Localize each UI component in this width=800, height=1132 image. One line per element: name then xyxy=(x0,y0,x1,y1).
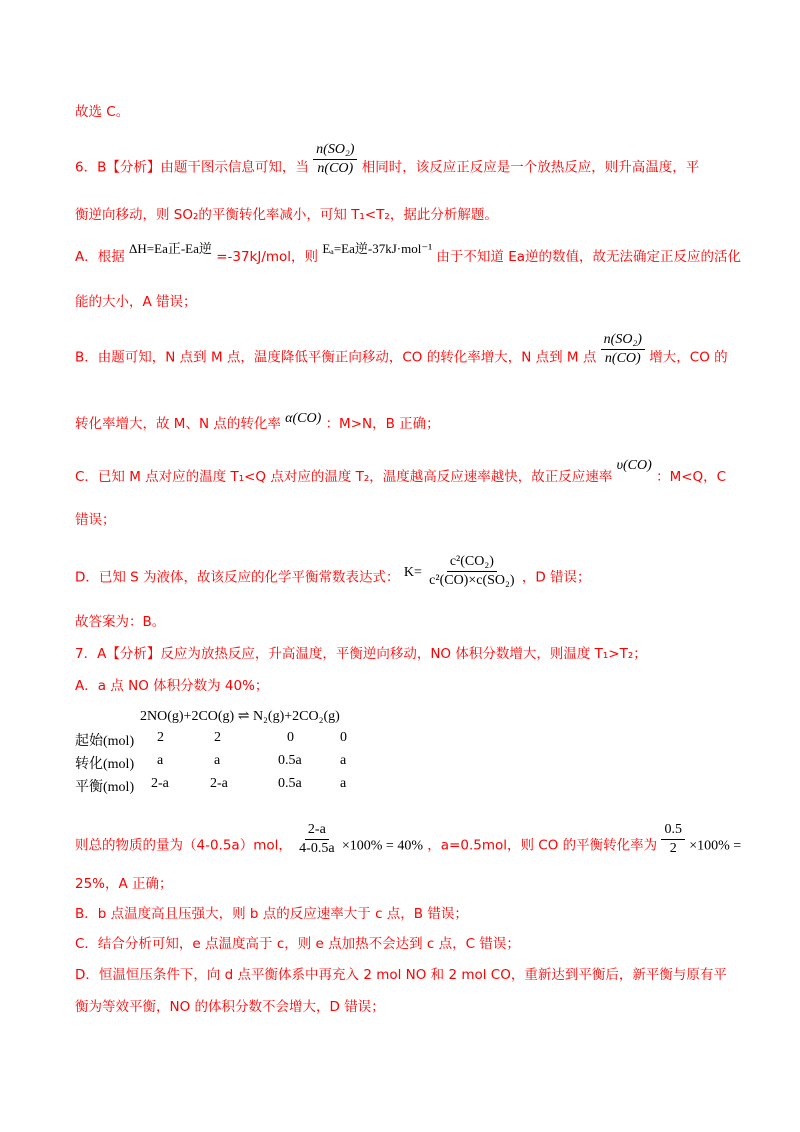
table-cell: a xyxy=(340,753,347,768)
q6-option-a xyxy=(75,241,741,265)
a-activation-eq: Eₐ=Ea逆-37kJ·mol⁻¹ xyxy=(322,241,433,256)
conversion-numerator: 0.5 xyxy=(661,822,685,840)
c-rate-v-co: υ(CO) xyxy=(616,458,652,473)
q7-option-b: B．b 点温度高且压强大，则 b 点的反应速率大于 c 点，B 错误； xyxy=(75,906,468,922)
q7-option-d-line2: 衡为等效平衡，NO 的体积分数不会增大，D 错误； xyxy=(75,999,385,1015)
total-mid: ，a=0.5mol，则 CO 的平衡转化率为 xyxy=(427,837,658,854)
total-moles-line xyxy=(75,822,742,863)
table-cell: a xyxy=(340,776,347,791)
equilibrium-table xyxy=(75,708,475,798)
q6-option-b xyxy=(75,332,728,375)
b-tail: 增大，CO 的 xyxy=(649,349,728,366)
conversion-fraction xyxy=(661,822,685,857)
d-k-fraction xyxy=(426,554,517,589)
a-tail: 由于不知道 Ea逆的数值，故无法确定正反应的活化 xyxy=(436,249,741,265)
d-k-numerator: c²(CO₂) xyxy=(447,554,497,572)
a-line2: 能的大小，A 错误； xyxy=(75,294,197,310)
q7-option-d-line1: D．恒温恒压条件下，向 d 点平衡体系中再充入 2 mol NO 和 2 mol CO，重新达到平衡后，新平衡与原有平 xyxy=(75,967,727,983)
q6-option-d xyxy=(75,554,591,595)
b-line2 xyxy=(75,412,440,433)
table-cell: 0.5a xyxy=(278,776,302,791)
b-l2-head: 转化率增大，故 M、N 点的转化率 xyxy=(75,416,281,432)
table-cell: 2 xyxy=(214,730,221,745)
table-cell: 0.5a xyxy=(278,753,302,768)
d-k-label: K= xyxy=(403,564,422,580)
table-cell: 2-a xyxy=(210,776,228,791)
c-line2: 错误； xyxy=(75,512,116,528)
d-head: D．已知 S 为液体，故该反应的化学平衡常数表达式： xyxy=(75,569,400,586)
table-cell: a xyxy=(214,753,221,768)
table-cell: 2 xyxy=(157,730,164,745)
table-cell: 2-a xyxy=(151,776,169,791)
b-head: B．由题可知，N 点到 M 点，温度降低平衡正向移动，CO 的转化率增大，N 点到 M 点 xyxy=(75,349,597,366)
total-fraction xyxy=(296,822,337,857)
table-cell: a xyxy=(157,753,164,768)
b-ratio-fraction xyxy=(601,332,645,367)
q6-head: 6．B【分析】由题干图示信息可知，当 xyxy=(75,159,309,176)
q6-ratio-denominator: n(CO) xyxy=(317,161,354,176)
a-enthalpy-eq: ΔH=Ea正-Ea逆 xyxy=(129,241,212,256)
row-label-change: 转化(mol) xyxy=(75,757,135,772)
total-eq: ×100% = 40% xyxy=(341,838,423,854)
total-head: 则总的物质的量为（4-0.5a）mol， xyxy=(75,837,292,854)
total-denominator: 4-0.5a xyxy=(299,841,335,856)
d-k-denominator: c²(CO)×c(SO₂) xyxy=(429,573,515,588)
q6-line2: 衡逆向移动，则 SO₂的平衡转化率减小，可知 T₁<T₂，据此分析解题。 xyxy=(75,207,498,223)
a-head: A．根据 xyxy=(75,249,125,265)
q6-option-c xyxy=(75,458,727,486)
b-ratio-denominator: n(CO) xyxy=(604,351,641,366)
q7-option-a: A．a 点 NO 体积分数为 40%； xyxy=(75,678,269,694)
conversion-denominator: 2 xyxy=(669,841,677,856)
total-numerator: 2-a xyxy=(305,822,329,840)
row-label-initial: 起始(mol) xyxy=(75,734,135,749)
q6-ratio-numerator: n(SO₂) xyxy=(313,142,357,160)
line-choose-c: 故选 C。 xyxy=(75,104,130,120)
c-tail: ：M<Q，C xyxy=(656,469,727,485)
q7-line1: 7．A【分析】反应为放热反应，升高温度，平衡逆向移动，NO 体积分数增大，则温度 T₁>T₂； xyxy=(75,646,647,662)
row-label-equilibrium: 平衡(mol) xyxy=(75,780,135,795)
b-alpha-co: α(CO) xyxy=(285,411,322,426)
a-mid: =-37kJ/mol，则 xyxy=(216,249,319,265)
table-cell: 0 xyxy=(340,730,347,745)
q6-tail: 相同时，该反应正反应是一个放热反应，则升高温度，平 xyxy=(361,159,700,176)
q6-line1 xyxy=(75,142,700,185)
c-head: C．已知 M 点对应的温度 T₁<Q 点对应的温度 T₂，温度越高反应速率越快，故正反应速率 xyxy=(75,469,613,485)
q6-ratio-fraction xyxy=(313,142,357,177)
d-tail: ，D 错误； xyxy=(521,569,591,586)
q6-answer: 故答案为：B。 xyxy=(75,614,166,630)
q7-a-result: 25%，A 正确； xyxy=(75,876,173,892)
table-cell: 0 xyxy=(287,730,294,745)
b-ratio-numerator: n(SO₂) xyxy=(601,332,645,350)
b-l2-tail: ：M>N，B 正确； xyxy=(325,416,440,432)
q7-option-c: C．结合分析可知，e 点温度高于 c，则 e 点加热不会达到 c 点，C 错误； xyxy=(75,936,520,952)
conversion-eq: ×100% = xyxy=(689,838,742,854)
reaction-equation: 2NO(g)+2CO(g) ⇌ N₂(g)+2CO₂(g) xyxy=(140,709,340,724)
